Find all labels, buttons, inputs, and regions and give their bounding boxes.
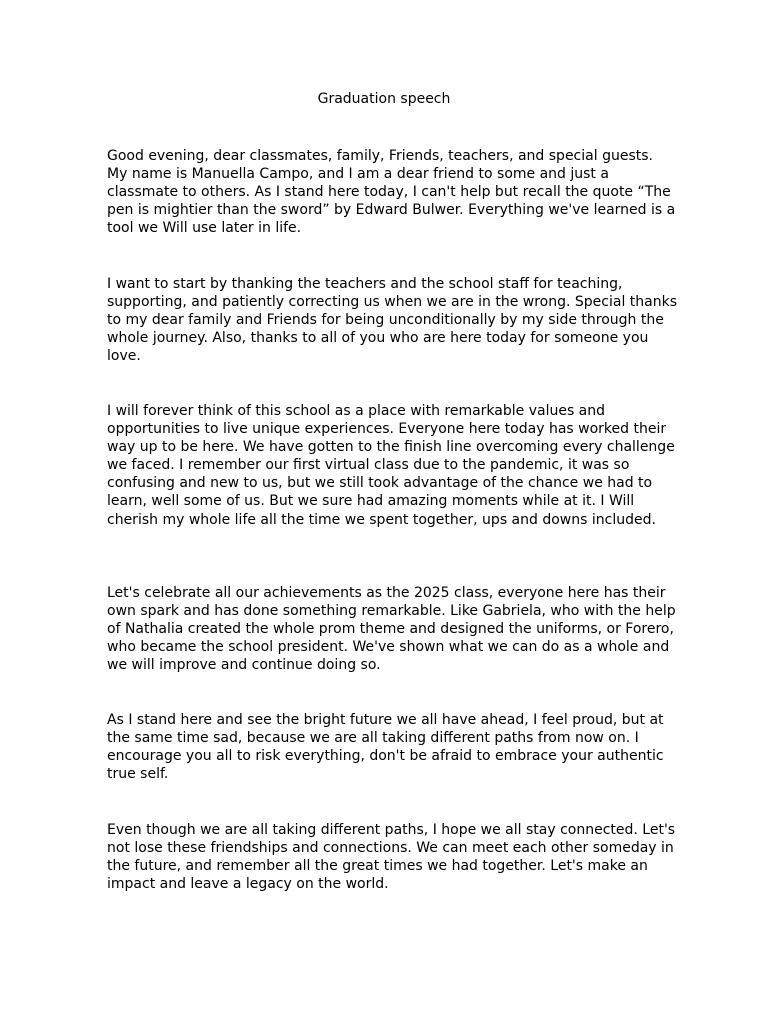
- paragraph-school-memories: I will forever think of this school as a place with remarkable values and opportunities to live unique experiences. Everyone here today has worked their way up to be here. We have gotten to the finish line overcoming every challenge we faced. I remember our first virtual class due to the pandemic, it was so confusing and new to us, but we still took advantage of the chance we had to learn, well some of us. But we sure had amazing moments while at it. I Will cherish my whole life all the time we spent together, ups and downs included.: [107, 403, 675, 528]
- paragraph-future: As I stand here and see the bright future we all have ahead, I feel proud, but at the same time sad, because we are all taking different paths from now on. I encourage you all to risk everything, don't be afraid to embrace your authentic true self.: [107, 712, 664, 783]
- paragraph-closing: Even though we are all taking different paths, I hope we all stay connected. Let's not lose these friendships and connections. We can meet each other someday in the future, and remember all the great times we had together. Let's make an impact and leave a legacy on the world.: [107, 822, 676, 893]
- paragraph-greeting: Good evening, dear classmates, family, Friends, teachers, and special guests. My name is Manuella Campo, and I am a dear friend to some and just a classmate to others. As I stand here today, I can't help but recall the quote “The pen is mightier than the sword” by Edward Bulwer. Everything we've learned is a tool we Will use later in life.: [107, 148, 676, 237]
- paragraph-thanks: I want to start by thanking the teachers and the school staff for teaching, supporting, and patiently correcting us when we are in the wrong. Special thanks to my dear family and Friends for being unconditionally by my side through the whole journey. Also, thanks to all of you who are here today for someone you love.: [107, 276, 678, 365]
- document-title: Graduation speech: [317, 91, 451, 107]
- paragraph-achievements: Let's celebrate all our achievements as the 2025 class, everyone here has their own spark and has done something remarkable. Like Gabriela, who with the help of Nathalia created the whole prom theme and designed the uniforms, or Forero, who became the school president. We've shown what we can do as a whole and we will improve and continue doing so.: [107, 585, 676, 674]
